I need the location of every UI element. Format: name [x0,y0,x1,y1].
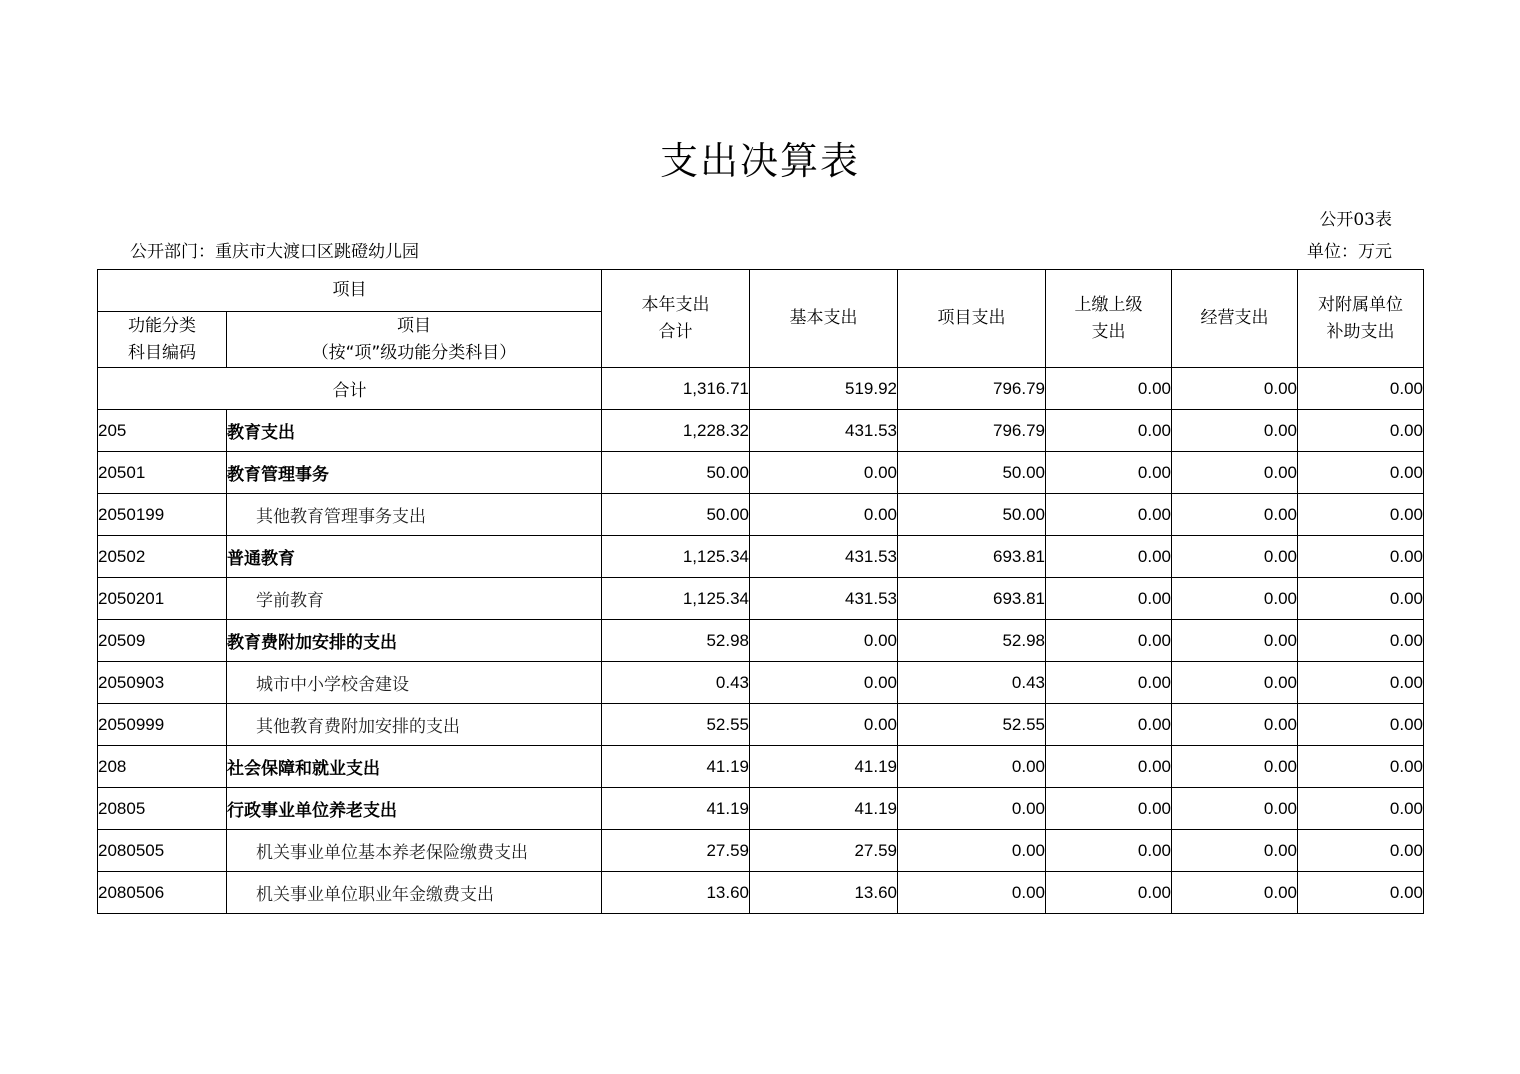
row-value: 431.53 [750,578,898,620]
header-total [602,270,750,368]
row-code: 2080505 [98,830,227,872]
row-value: 0.00 [1046,494,1172,536]
table-row [98,494,1424,536]
row-value: 50.00 [602,452,750,494]
row-name: 教育费附加安排的支出 [227,620,602,662]
total-row [98,368,1424,410]
row-name: 其他教育管理事务支出 [227,494,602,536]
table-row [98,536,1424,578]
header-upper-line2: 支出 [1091,321,1126,342]
table-row [98,452,1424,494]
row-value: 0.00 [750,662,898,704]
header-basic: 基本支出 [750,270,898,368]
table-row [98,746,1424,788]
header-business: 经营支出 [1172,270,1298,368]
row-value: 13.60 [750,872,898,914]
row-code: 20805 [98,788,227,830]
row-value: 0.00 [1046,704,1172,746]
row-value: 0.00 [1298,620,1424,662]
row-value: 50.00 [898,494,1046,536]
table-row [98,578,1424,620]
row-value: 0.00 [1172,788,1298,830]
row-value: 52.55 [898,704,1046,746]
row-value: 0.43 [602,662,750,704]
row-value: 0.00 [1046,830,1172,872]
row-value: 0.00 [1298,746,1424,788]
header-item-line2: （按“项”级功能分类科目） [311,342,517,363]
total-cell: 1,316.71 [602,368,750,410]
row-value: 0.00 [1172,536,1298,578]
row-value: 27.59 [750,830,898,872]
header-subsidy-line1: 对附属单位 [1318,294,1403,315]
row-value: 0.00 [1046,410,1172,452]
row-value: 1,125.34 [602,578,750,620]
row-value: 796.79 [898,410,1046,452]
row-value: 0.00 [898,872,1046,914]
row-value: 0.00 [750,704,898,746]
row-value: 431.53 [750,410,898,452]
row-value: 0.00 [1046,536,1172,578]
header-total-line2: 合计 [658,321,693,342]
row-value: 0.00 [1172,578,1298,620]
expenditure-table [97,269,1424,914]
row-code: 2050199 [98,494,227,536]
row-code: 208 [98,746,227,788]
total-cell: 796.79 [898,368,1046,410]
table-row [98,704,1424,746]
table-row [98,830,1424,872]
row-value: 0.00 [1046,788,1172,830]
row-name: 城市中小学校舍建设 [227,662,602,704]
header-item-line1: 项目 [397,315,431,336]
row-value: 0.00 [750,620,898,662]
row-value: 0.00 [1298,830,1424,872]
row-name: 机关事业单位职业年金缴费支出 [227,872,602,914]
unit-label: 单位：万元 [1307,242,1392,262]
header-subsidy-line2: 补助支出 [1326,321,1395,342]
row-code: 20509 [98,620,227,662]
total-cell: 0.00 [1046,368,1172,410]
row-value: 52.98 [602,620,750,662]
header-project-expenditure: 项目支出 [898,270,1046,368]
row-value: 0.00 [1046,662,1172,704]
row-value: 0.00 [1046,578,1172,620]
row-value: 41.19 [750,746,898,788]
row-value: 0.00 [898,830,1046,872]
table-row [98,788,1424,830]
row-value: 50.00 [602,494,750,536]
row-code: 20501 [98,452,227,494]
row-value: 0.00 [1298,872,1424,914]
row-value: 0.00 [1298,578,1424,620]
header-code [98,312,227,368]
row-value: 0.00 [1172,494,1298,536]
row-value: 0.00 [898,746,1046,788]
row-value: 0.00 [1172,704,1298,746]
header-project: 项目 [98,270,602,312]
row-value: 13.60 [602,872,750,914]
row-value: 1,125.34 [602,536,750,578]
row-value: 0.00 [1298,410,1424,452]
row-value: 0.00 [750,452,898,494]
row-value: 41.19 [602,746,750,788]
header-subsidy [1298,270,1424,368]
table-row [98,662,1424,704]
row-code: 20502 [98,536,227,578]
total-cell: 519.92 [750,368,898,410]
row-value: 0.43 [898,662,1046,704]
row-value: 0.00 [1172,452,1298,494]
row-name: 社会保障和就业支出 [227,746,602,788]
row-value: 0.00 [1298,788,1424,830]
row-code: 2050903 [98,662,227,704]
row-name: 行政事业单位养老支出 [227,788,602,830]
row-value: 0.00 [1172,410,1298,452]
row-name: 学前教育 [227,578,602,620]
row-value: 27.59 [602,830,750,872]
row-value: 0.00 [1172,746,1298,788]
row-name: 普通教育 [227,536,602,578]
row-value: 41.19 [750,788,898,830]
row-code: 2050201 [98,578,227,620]
row-name: 机关事业单位基本养老保险缴费支出 [227,830,602,872]
total-cell: 0.00 [1172,368,1298,410]
row-value: 0.00 [1046,872,1172,914]
header-code-line2: 科目编码 [128,342,196,363]
table-row [98,872,1424,914]
row-value: 0.00 [1298,662,1424,704]
header-total-line1: 本年支出 [641,294,710,315]
table-number: 公开03表 [1319,210,1392,230]
row-value: 0.00 [1172,872,1298,914]
row-value: 52.98 [898,620,1046,662]
row-value: 0.00 [1298,536,1424,578]
row-value: 50.00 [898,452,1046,494]
row-value: 0.00 [898,788,1046,830]
row-value: 0.00 [1298,494,1424,536]
page-title: 支出决算表 [659,139,860,183]
row-value: 41.19 [602,788,750,830]
row-value: 431.53 [750,536,898,578]
row-value: 0.00 [1172,830,1298,872]
header-item [227,312,602,368]
table-row [98,620,1424,662]
row-value: 0.00 [1172,662,1298,704]
row-value: 0.00 [1298,452,1424,494]
row-value: 52.55 [602,704,750,746]
total-label: 合计 [98,368,602,410]
row-name: 教育管理事务 [227,452,602,494]
row-value: 0.00 [750,494,898,536]
table-row [98,410,1424,452]
row-name: 其他教育费附加安排的支出 [227,704,602,746]
row-value: 0.00 [1046,452,1172,494]
header-code-line1: 功能分类 [128,315,196,336]
row-value: 1,228.32 [602,410,750,452]
row-code: 2050999 [98,704,227,746]
row-value: 0.00 [1298,704,1424,746]
row-code: 205 [98,410,227,452]
department-label: 公开部门：重庆市大渡口区跳磴幼儿园 [130,242,419,262]
header-upper-line1: 上缴上级 [1074,294,1143,315]
row-value: 693.81 [898,536,1046,578]
row-value: 0.00 [1172,620,1298,662]
row-value: 693.81 [898,578,1046,620]
header-upper [1046,270,1172,368]
row-name: 教育支出 [227,410,602,452]
total-cell: 0.00 [1298,368,1424,410]
row-code: 2080506 [98,872,227,914]
row-value: 0.00 [1046,620,1172,662]
row-value: 0.00 [1046,746,1172,788]
